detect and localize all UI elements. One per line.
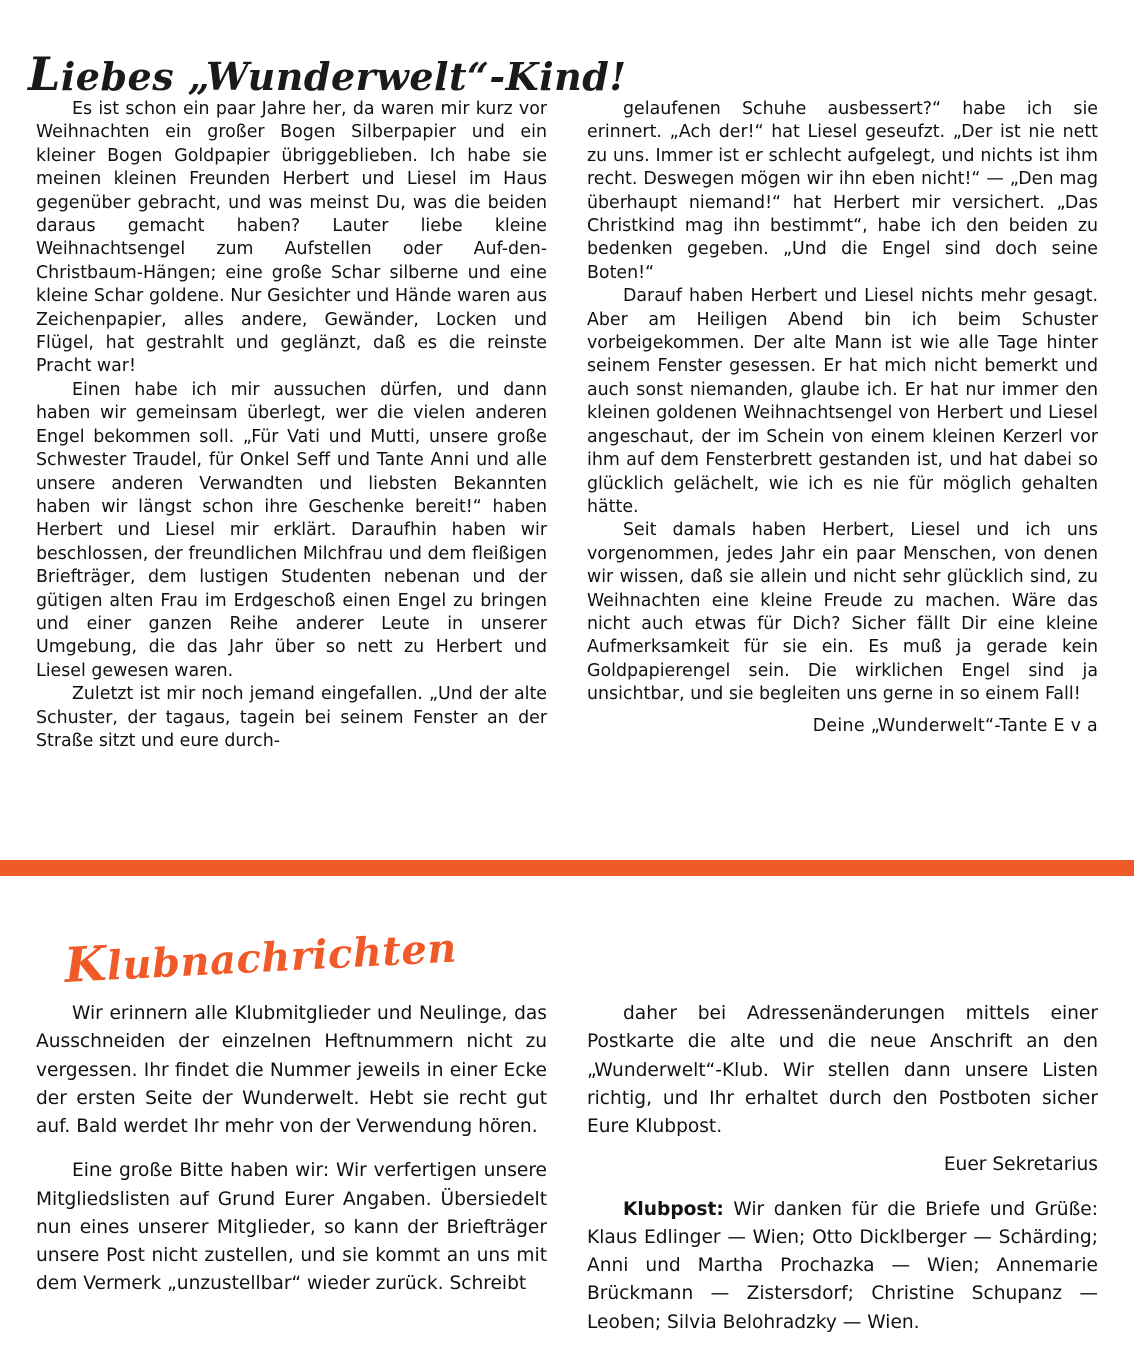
klubpost-paragraph xyxy=(587,1196,1098,1337)
section-divider xyxy=(0,860,1134,876)
article-column-right xyxy=(587,98,1098,753)
page-title xyxy=(28,47,627,101)
article-body xyxy=(36,98,1098,753)
club-signature: Euer Sekretarius xyxy=(943,1154,1098,1176)
klubpost-label: Klubpost: xyxy=(623,1198,724,1220)
club-section-title xyxy=(63,918,458,994)
club-title-initial: K xyxy=(63,936,109,995)
klubpost-text: Wir danken für die Briefe und Grüße: Klaus Edlinger — Wien; Otto Dicklberger — Schärding; Anni und Martha Prochazka — Wien; Annemarie Brückmann — Zistersdorf; Christine Schupanz — Leoben; Silvia Belohradzky — Wien. xyxy=(587,1198,1098,1333)
paragraph: Einen habe ich mir aussuchen dürfen, und dann haben wir gemeinsam überlegt, wer die vielen anderen Engel bekommen soll. „Für Vati und Mutti, unsere große Schwester Traudel, für Onkel Seff und Tante Anni und alle unsere anderen Verwandten und liebsten Bekannten haben wir längst schon ihre Geschenke bereit!“ haben Herbert und Liesel mir erklärt. Daraufhin haben wir beschlossen, der freundlichen Milchfrau und dem fleißigen Briefträger, dem lustigen Studenten nebenan und der gütigen alten Frau im Erdgeschoß einen Engel zu bringen und einer ganzen Reihe anderer Leute in unserer Umgebung, die das Jahr über so nett zu Herbert und Liesel gewesen waren. xyxy=(36,379,547,681)
paragraph: Seit damals haben Herbert, Liesel und ich uns vorgenommen, jedes Jahr ein paar Menschen, von denen wir wissen, daß sie allein und nicht sehr glücklich sind, zu Weihnachten eine kleine Freude zu machen. Wäre das nicht auch etwas für Dich? Sicher fällt Dir eine kleine Aufmerksamkeit für sie ein. Es muß ja gerade kein Goldpapierengel sein. Die wirklichen Engel sind ja unsichtbar, und sie begleiten uns gerne in so einem Fall! xyxy=(587,520,1098,705)
page-title-rest: iebes „Wunderwelt“-Kind! xyxy=(60,54,627,100)
club-column-left xyxy=(36,1000,547,1337)
paragraph: Es ist schon ein paar Jahre her, da waren mir kurz vor Weihnachten ein großer Bogen Silberpapier und ein kleiner Bogen Goldpapier übriggeblieben. Ich habe sie meinen kleinen Freunden Herbert und Liesel im Haus gegenüber gebracht, und was meinst Du, was die beiden daraus gemacht haben? Lauter liebe kleine Weihnachtsengel zum Aufstellen oder Auf-den-Christbaum-Hängen; eine große Schar silberne und eine kleine Schar goldene. Nur Gesichter und Hände waren aus Zeichenpapier, alles andere, Gewänder, Locken und Flügel, hat gestrahlt und geglänzt, daß es die reinste Pracht war! xyxy=(36,99,547,377)
paragraph: Wir erinnern alle Klubmitglieder und Neulinge, das Ausschneiden der einzelnen Heftnummern nicht zu vergessen. Ihr findet die Nummer jeweils in einer Ecke der ersten Seite der Wunderwelt. Hebt sie recht gut auf. Bald werdet Ihr mehr von der Verwendung hören. xyxy=(36,1003,547,1137)
article-column-left xyxy=(36,98,547,753)
paragraph: Darauf haben Herbert und Liesel nichts mehr gesagt. Aber am Heiligen Abend bin ich beim Schuster vorbeigekommen. Der alte Mann ist wie alle Tage hinter seinem Fenster gesessen. Er hat mich nicht bemerkt und auch sonst niemanden, glaube ich. Er hat nur immer den kleinen goldenen Weihnachtsengel von Herbert und Liesel angeschaut, der im Schein von einem kleinen Kerzerl vor ihm auf dem Fensterbrett gestanden ist, und hat dabei so glücklich gelächelt, wie ich es nie für möglich gehalten hätte. xyxy=(587,286,1098,517)
club-title-rest: lubnachrichten xyxy=(105,924,458,990)
club-column-right xyxy=(587,1000,1098,1337)
paragraph: daher bei Adressenänderungen mittels einer Postkarte die alte und die neue Anschrift an den „Wunderwelt“-Klub. Wir stellen dann unsere Listen richtig, und Ihr erhaltet durch den Postboten sicher Eure Klubpost. xyxy=(587,1003,1098,1137)
paragraph: gelaufenen Schuhe ausbessert?“ habe ich sie erinnert. „Ach der!“ hat Liesel geseufzt. „Der ist nie nett zu uns. Immer ist er schlecht aufgelegt, und nichts ist ihm recht. Deswegen mögen wir ihn eben nicht!“ — „Den mag überhaupt niemand!“ hat Herbert mir versichert. „Das Christkind mag ihn bestimmt“, habe ich den beiden zu bedenken gegeben. „Und die Engel sind doch seine Boten!“ xyxy=(587,99,1098,283)
paragraph: Eine große Bitte haben wir: Wir verfertigen unsere Mitgliedslisten auf Grund Eurer Angaben. Übersiedelt nun eines unserer Mitglieder, so kann der Briefträger unsere Post nicht zustellen, und sie kommt an uns mit dem Vermerk „unzustellbar“ wieder zurück. Schreibt xyxy=(36,1160,547,1295)
page-title-initial: L xyxy=(28,47,61,102)
club-body xyxy=(36,1000,1098,1337)
paragraph: Zuletzt ist mir noch jemand eingefallen. „Und der alte Schuster, der tagaus, tagein bei seinem Fenster an der Straße sitzt und eure durch- xyxy=(36,684,547,751)
article-signature: Deine „Wunderwelt“-Tante E v a xyxy=(812,715,1098,736)
